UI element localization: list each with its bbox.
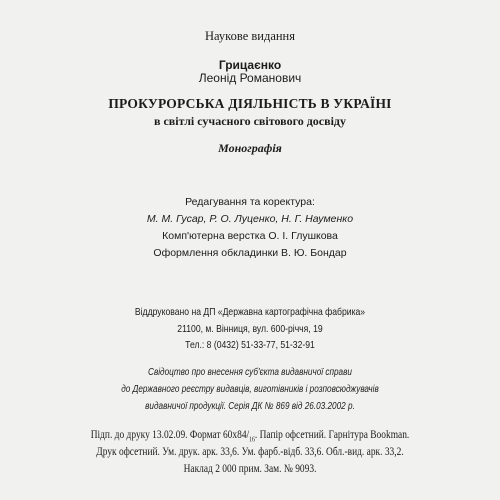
layout-credit: Комп'ютерна верстка О. І. Глушкова bbox=[162, 230, 338, 242]
imprint-format-text: Підп. до друку 13.02.09. Формат 60х84/ bbox=[90, 429, 250, 441]
cover-credit: Оформлення обкладинки В. Ю. Бондар bbox=[153, 247, 347, 259]
printer-phone: Тел.: 8 (0432) 51-33-77, 51-32-91 bbox=[185, 339, 315, 351]
book-subtitle: в світлі сучасного світового досвіду bbox=[153, 114, 347, 128]
author-surname: Грицаєнко bbox=[218, 58, 282, 72]
certificate-line-1: Свідоцтво про внесення суб'єкта видавничої справи bbox=[148, 367, 352, 378]
imprint-paper-text: . Папір офсетний. Гарнітура Bookman. bbox=[254, 429, 410, 441]
imprint-line-1 bbox=[45, 429, 455, 443]
imprint-line-2: Друк офсетний. Ум. друк. арк. 33,6. Ум. фарб.-відб. 33,6. Обл.-вид. арк. 33,2. bbox=[96, 446, 404, 458]
certificate-line-3: видавничої продукції. Серія ДК № 869 від 26.03.2002 р. bbox=[145, 401, 355, 412]
editors-names: М. М. Гусар, Р. О. Луценко, Н. Г. Науменко bbox=[146, 213, 354, 225]
printer-name: Віддруковано на ДП «Державна картографічна фабрика» bbox=[134, 306, 366, 318]
printer-address: 21100, м. Вінниця, вул. 600-річчя, 19 bbox=[177, 323, 323, 335]
author-given-names: Леонід Романович bbox=[198, 71, 302, 85]
series-label: Наукове видання bbox=[204, 29, 295, 43]
certificate-line-2: до Державного реєстру видавців, виготівників і розповсюджувачів bbox=[121, 384, 379, 395]
imprint-line-3: Наклад 2 000 прим. Зам. № 9093. bbox=[183, 463, 317, 475]
editing-label: Редагування та коректура: bbox=[185, 196, 315, 208]
book-title: ПРОКУРОРСЬКА ДІЯЛЬНІСТЬ В УКРАЇНІ bbox=[108, 96, 392, 111]
imprint-format-subscript: 16 bbox=[249, 435, 255, 444]
book-genre: Монографія bbox=[218, 141, 282, 155]
